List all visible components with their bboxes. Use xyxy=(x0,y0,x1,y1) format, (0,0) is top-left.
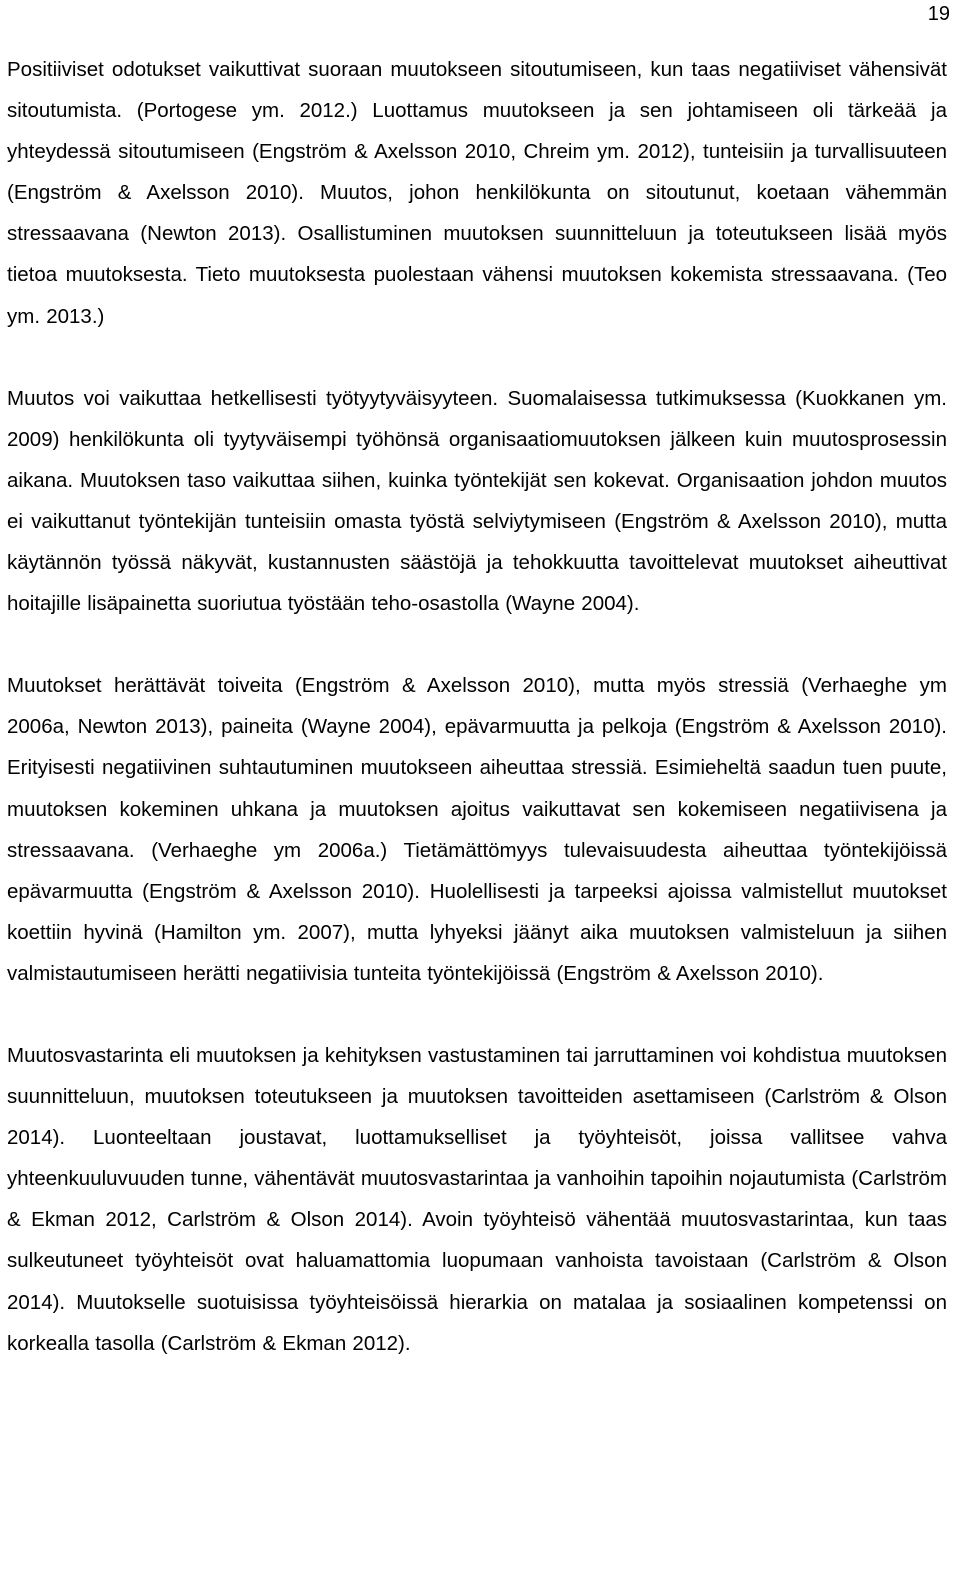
paragraph-resistance: Muutosvastarinta eli muutoksen ja kehityksen vastustaminen tai jarruttaminen voi kohdistua muutoksen suunnitteluun, muutoksen toteutukseen ja muutoksen tavoitteiden asettamiseen (Carlström & Olson 2014). Luonteeltaan joustavat, luottamukselliset ja työyhteisöt, joissa vallitsee vahva yhteenkuuluvuuden tunne, vähentävät muutosvastarintaa ja vanhoihin tapoihin nojautumista (Carlström & Ekman 2012, Carlström & Olson 2014). Avoin työyhteisö vähentää muutosvastarintaa, kun taas sulkeutuneet työyhteisöt ovat haluamattomia luopumaan vanhoista tavoistaan (Carlström & Olson 2014). Muutokselle suotuisissa työyhteisöissä hierarkia on matalaa ja sosiaalinen kompetenssi on korkealla tasolla (Carlström & Ekman 2012). xyxy=(7,1043,947,1355)
paragraph-job-satisfaction: Muutos voi vaikuttaa hetkellisesti työtyytyväisyyteen. Suomalaisessa tutkimuksessa (Kuokkanen ym. 2009) henkilökunta oli tyytyväisempi työhönsä organisaatiomuutoksen jälkeen kuin muutosprosessin aikana. Muutoksen taso vaikuttaa siihen, kuinka työntekijät sen kokevat. Organisaation johdon muutos ei vaikuttanut työntekijän tunteisiin omasta työstä selviytymiseen (Engström & Axelsson 2010), mutta käytännön työssä näkyvät, kustannusten säästöjä ja tehokkuutta tavoittelevat muutokset aiheuttivat hoitajille lisäpainetta suoriutua työstään teho-osastolla (Wayne 2004). xyxy=(7,386,947,616)
paragraph-commitment: Positiiviset odotukset vaikuttivat suoraan muutokseen sitoutumiseen, kun taas negatiiviset vähensivät sitoutumista. (Portogese ym. 2012.) Luottamus muutokseen ja sen johtamiseen oli tärkeää ja yhteydessä sitoutumiseen (Engström & Axelsson 2010, Chreim ym. 2012), tunteisiin ja turvallisuuteen (Engström & Axelsson 2010). Muutos, johon henkilökunta on sitoutunut, koetaan vähemmän stressaavana (Newton 2013). Osallistuminen muutoksen suunnitteluun ja toteutukseen lisää myös tietoa muutoksesta. Tieto muutoksesta puolestaan vähensi muutoksen kokemista stressaavana. (Teo ym. 2013.) xyxy=(7,58,947,328)
paragraph-stress: Muutokset herättävät toiveita (Engström & Axelsson 2010), mutta myös stressiä (Verhaeghe ym 2006a, Newton 2013), paineita (Wayne 2004), epävarmuutta ja pelkoja (Engström & Axelsson 2010). Erityisesti negatiivinen suhtautuminen muutokseen aiheuttaa stressiä. Esimieheltä saadun tuen puute, muutoksen kokeminen uhkana ja muutoksen ajoitus vaikuttavat sen kokemiseen negatiivisena ja stressaavana. (Verhaeghe ym 2006a.) Tietämättömyys tulevaisuudesta aiheuttaa työntekijöissä epävarmuutta (Engström & Axelsson 2010). Huolellisesti ja tarpeeksi ajoissa valmistellut muutokset koettiin hyvinä (Hamilton ym. 2007), mutta lyhyeksi jäänyt aika muutoksen valmisteluun ja siihen valmistautumiseen herätti negatiivisia tunteita työntekijöissä (Engström & Axelsson 2010). xyxy=(7,674,947,985)
page-number: 19 xyxy=(927,3,950,25)
document-body xyxy=(7,49,947,1364)
